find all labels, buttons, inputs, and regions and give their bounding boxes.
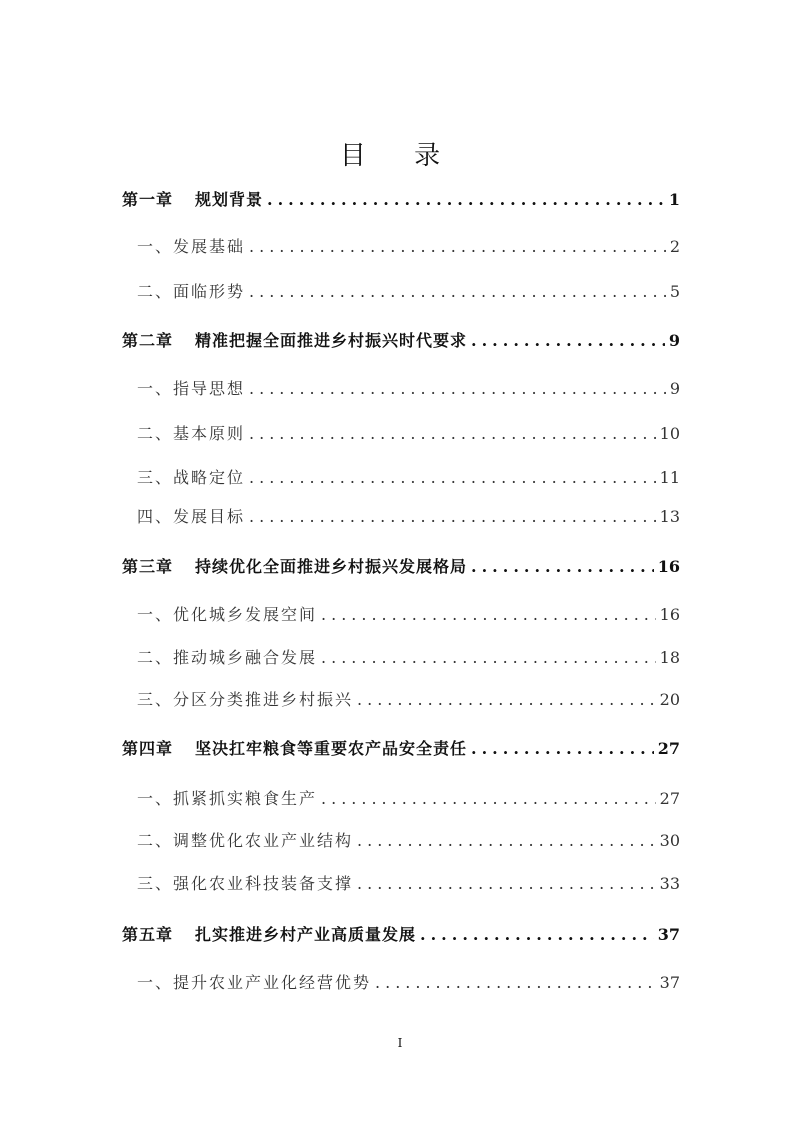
- page-number: I: [397, 1036, 403, 1050]
- dot-leader: [357, 872, 656, 896]
- toc-section-entry[interactable]: [137, 505, 680, 529]
- dot-leader: [471, 737, 654, 761]
- entry-page: 5: [669, 282, 680, 301]
- entry-title: 规划背景: [195, 190, 264, 209]
- toc-section-entry[interactable]: [137, 646, 680, 670]
- entry-title: 战略定位: [173, 468, 246, 487]
- entry-label: [137, 872, 353, 896]
- entry-number: 一、: [137, 789, 174, 808]
- dot-leader: [249, 280, 666, 304]
- toc-section-entry[interactable]: [137, 829, 680, 853]
- dot-leader: [471, 329, 665, 353]
- entry-title: 强化农业科技装备支撑: [173, 874, 354, 893]
- entry-title: 发展目标: [173, 507, 246, 526]
- toc-chapter-entry[interactable]: [122, 923, 680, 947]
- entry-title: 分区分类推进乡村振兴: [173, 690, 354, 709]
- entry-number: 二、: [137, 648, 174, 667]
- entry-title: 坚决扛牢粮食等重要农产品安全责任: [195, 739, 468, 758]
- dot-leader: [249, 377, 666, 401]
- entry-label: [122, 555, 467, 579]
- entry-label: [137, 466, 245, 490]
- entry-number: 二、: [137, 831, 174, 850]
- entry-page: 9: [668, 331, 680, 350]
- entry-page: 1: [668, 190, 680, 209]
- entry-page: 37: [659, 973, 680, 992]
- toc-chapter-entry[interactable]: [122, 737, 680, 761]
- dot-leader: [471, 555, 654, 579]
- entry-label: [137, 505, 245, 529]
- entry-title: 指导思想: [173, 379, 246, 398]
- entry-number: 一、: [137, 379, 174, 398]
- entry-number: 一、: [137, 973, 174, 992]
- entry-title: 优化城乡发展空间: [173, 605, 318, 624]
- entry-label: [137, 829, 353, 853]
- entry-page: 33: [659, 874, 680, 893]
- toc-chapter-entry[interactable]: [122, 555, 680, 579]
- page-title: 目 录: [339, 141, 461, 171]
- toc-section-entry[interactable]: [137, 688, 680, 712]
- entry-number: 一、: [137, 237, 174, 256]
- entry-title: 面临形势: [173, 282, 246, 301]
- entry-page: 16: [657, 557, 680, 576]
- dot-leader: [249, 235, 666, 259]
- entry-number: 三、: [137, 874, 174, 893]
- entry-page: 11: [659, 468, 680, 487]
- entry-page: 37: [657, 925, 680, 944]
- dot-leader: [357, 688, 656, 712]
- entry-number: 第三章: [122, 557, 174, 576]
- entry-number: 第一章: [122, 190, 174, 209]
- entry-title: 提升农业产业化经营优势: [173, 973, 372, 992]
- toc-section-entry[interactable]: [137, 603, 680, 627]
- entry-number: 二、: [137, 424, 174, 443]
- entry-page: 27: [659, 789, 680, 808]
- toc-chapter-entry[interactable]: [122, 329, 680, 353]
- entry-number: 第四章: [122, 739, 174, 758]
- dot-leader: [249, 466, 656, 490]
- dot-leader: [420, 923, 654, 947]
- entry-title: 抓紧抓实粮食生产: [173, 789, 318, 808]
- entry-number: 四、: [137, 507, 174, 526]
- entry-title: 精准把握全面推进乡村振兴时代要求: [195, 331, 468, 350]
- entry-label: [122, 923, 416, 947]
- entry-title: 调整优化农业产业结构: [173, 831, 354, 850]
- entry-title: 推动城乡融合发展: [173, 648, 318, 667]
- toc-section-entry[interactable]: [137, 235, 680, 259]
- entry-title: 扎实推进乡村产业高质量发展: [195, 925, 417, 944]
- dot-leader: [267, 188, 665, 212]
- entry-label: [137, 422, 245, 446]
- toc-section-entry[interactable]: [137, 971, 680, 995]
- entry-number: 二、: [137, 282, 174, 301]
- entry-page: 13: [659, 507, 680, 526]
- entry-page: 16: [659, 605, 680, 624]
- entry-label: [137, 603, 317, 627]
- entry-page: 30: [659, 831, 680, 850]
- entry-label: [137, 688, 353, 712]
- entry-page: 18: [659, 648, 680, 667]
- dot-leader: [249, 505, 656, 529]
- entry-label: [137, 377, 245, 401]
- toc-section-entry[interactable]: [137, 466, 680, 490]
- entry-label: [137, 787, 317, 811]
- entry-number: 一、: [137, 605, 174, 624]
- toc-section-entry[interactable]: [137, 872, 680, 896]
- entry-page: 9: [669, 379, 680, 398]
- toc-chapter-entry[interactable]: [122, 188, 680, 212]
- dot-leader: [321, 646, 656, 670]
- toc-section-entry[interactable]: [137, 787, 680, 811]
- dot-leader: [321, 603, 656, 627]
- dot-leader: [357, 829, 656, 853]
- entry-number: 第二章: [122, 331, 174, 350]
- dot-leader: [375, 971, 656, 995]
- entry-page: 20: [659, 690, 680, 709]
- entry-page: 2: [669, 237, 680, 256]
- entry-label: [122, 188, 263, 212]
- dot-leader: [249, 422, 656, 446]
- entry-title: 持续优化全面推进乡村振兴发展格局: [195, 557, 468, 576]
- toc-section-entry[interactable]: [137, 377, 680, 401]
- entry-label: [137, 971, 371, 995]
- entry-label: [122, 329, 467, 353]
- entry-number: 三、: [137, 468, 174, 487]
- entry-title: 发展基础: [173, 237, 246, 256]
- entry-label: [137, 280, 245, 304]
- toc-section-entry[interactable]: [137, 280, 680, 304]
- entry-label: [137, 235, 245, 259]
- entry-label: [122, 737, 467, 761]
- entry-label: [137, 646, 317, 670]
- entry-page: 10: [659, 424, 680, 443]
- entry-number: 三、: [137, 690, 174, 709]
- toc-section-entry[interactable]: [137, 422, 680, 446]
- entry-title: 基本原则: [173, 424, 246, 443]
- dot-leader: [321, 787, 656, 811]
- entry-number: 第五章: [122, 925, 174, 944]
- entry-page: 27: [657, 739, 680, 758]
